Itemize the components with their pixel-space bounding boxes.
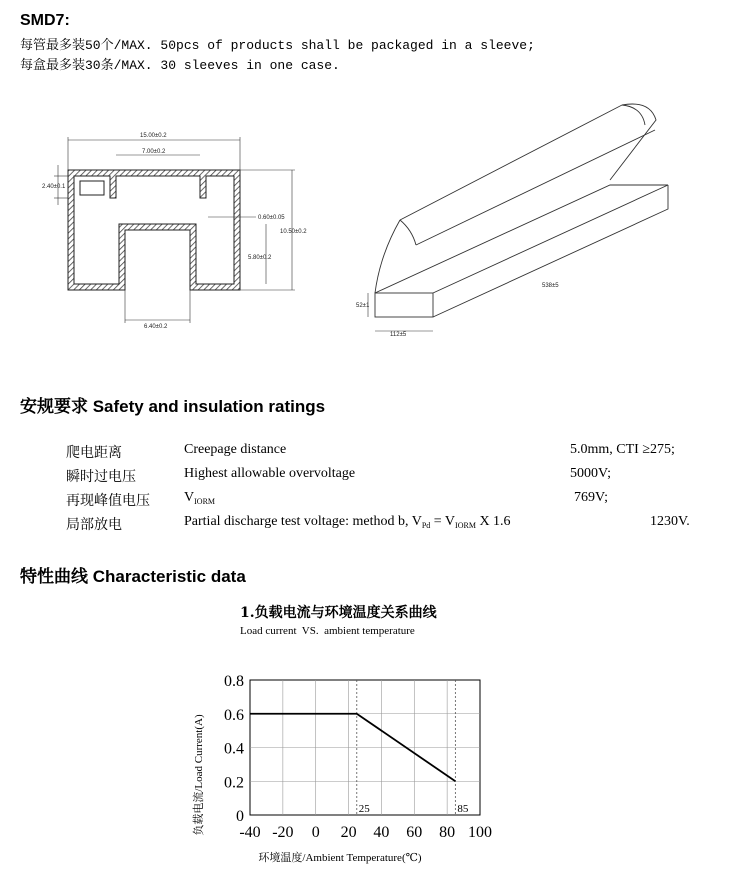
safety-row-cn: 局部放电 [66, 518, 122, 533]
y-tick-label: 0.6 [224, 706, 244, 724]
x-tick-label: -20 [272, 824, 294, 841]
y-tick-label: 0.8 [224, 673, 244, 690]
safety-row-value: 5000V; [570, 466, 611, 481]
safety-row-en: Partial discharge test voltage: method b, $V_{Pd} = V_{IORM}$ X 1.6 [184, 514, 511, 530]
x-tick-label: 80 [439, 824, 456, 841]
x-tick-label: 40 [373, 824, 390, 841]
x-tick-label: 60 [406, 824, 423, 841]
dim-slot-height: 5.80±0.2 [248, 255, 272, 261]
dim-box-width: 112±5 [390, 332, 407, 338]
x-tick-label: 100 [468, 824, 492, 841]
safety-row-cn: 再现峰值电压 [66, 494, 150, 509]
safety-row-value: 1230V. [650, 514, 690, 529]
y-tick-label: 0.2 [224, 774, 244, 792]
dim-box-length: 538±5 [542, 283, 559, 289]
packaging-note-1: 每管最多装50个/MAX. 50pcs of products shall be packaged in a sleeve; [20, 38, 535, 53]
load-current-chart [180, 665, 500, 875]
chart-title: 1.负载电流与环境温度关系曲线 [240, 605, 437, 621]
safety-row-en: $V_{IORM}$ [184, 490, 216, 506]
safety-row-value: 5.0mm, CTI ≥275; [570, 442, 675, 457]
y-tick-label: 0 [236, 808, 244, 825]
safety-row-cn: 爬电距离 [66, 446, 122, 461]
section-title: SMD7: [20, 12, 70, 29]
x-axis-label: 环境温度/Ambient Temperature(℃) [258, 852, 422, 864]
dim-outer-width: 15.00±0.2 [140, 133, 167, 139]
characteristic-heading: 特性曲线 Characteristic data [20, 567, 246, 586]
dim-slot-width: 6.40±0.2 [144, 324, 168, 330]
safety-row-cn: 瞬时过电压 [66, 470, 136, 485]
dim-box-height: 52±1 [356, 303, 370, 309]
x-tick-label: 20 [340, 824, 357, 841]
safety-row-value: 769V; [574, 490, 608, 505]
safety-heading: 安规要求 Safety and insulation ratings [20, 397, 326, 416]
chart-subtitle: Load current VS. ambient temperature [240, 625, 415, 637]
annotation-label: 85 [457, 803, 469, 815]
x-tick-label: -40 [239, 824, 261, 841]
dim-left-height: 2.40±0.1 [42, 184, 66, 190]
y-tick-label: 0.4 [224, 740, 244, 758]
x-tick-label: 0 [311, 824, 320, 841]
safety-row-en: Highest allowable overvoltage [184, 466, 356, 481]
safety-row-en: Creepage distance [184, 442, 287, 457]
packaging-note-2: 每盒最多装30条/MAX. 30 sleeves in one case. [20, 58, 340, 73]
tube-cross-section-drawing [40, 125, 315, 340]
y-axis-label: 负载电流/Load Current(A) [193, 714, 205, 836]
dim-top-width: 7.00±0.2 [142, 149, 166, 155]
dim-total-height: 10.50±0.2 [280, 229, 307, 235]
annotation-label: 25 [358, 803, 370, 815]
dim-wall: 0.60±0.05 [258, 215, 285, 221]
packaging-box-drawing [356, 95, 700, 345]
